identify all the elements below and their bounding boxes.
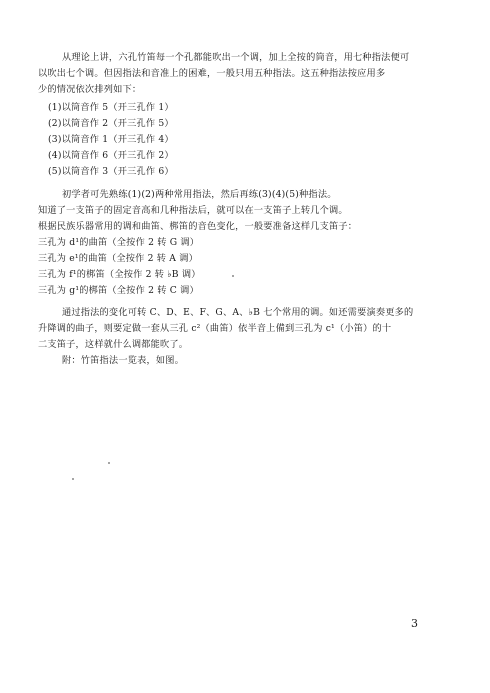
paragraph1-line2: 以吹出七个调。但因指法和音准上的困难，一般只用五种指法。这五种指法按应用多 (38, 68, 386, 79)
flute-item-1: 三孔为 d¹的曲笛（全按作 2 转 G 调） (38, 237, 200, 248)
flute-item-4: 三孔为 g¹的梆笛（全按作 2 转 C 调） (38, 285, 199, 296)
paragraph3-line3: 二支笛子，这样就什么调都能吹了。 (38, 339, 189, 350)
scan-speck (72, 478, 74, 480)
appendix-note: 附：竹笛指法一览表，如图。 (62, 355, 185, 366)
fingering-item-5: (5)以筒音作 3（开三孔作 6） (48, 166, 174, 177)
paragraph3-line1: 通过指法的变化可转 C、D、E、F、G、A、♭B 七个常用的调。如还需要演奏更多的 (62, 307, 414, 318)
fingering-item-2: (2)以筒音作 2（开三孔作 5） (48, 118, 174, 129)
flute-item-3: 三孔为 f¹的梆笛（全按作 2 转 ♭B 调） (38, 269, 201, 280)
fingering-item-1: (1)以筒音作 5（开三孔作 1） (48, 102, 174, 113)
paragraph3-line2: 升降调的曲子，则要定做一套从三孔 c²（曲笛）依半音上備到三孔为 c¹（小笛）的十 (38, 323, 392, 334)
paragraph1-line3: 少的情况依次排列如下： (38, 84, 142, 95)
paragraph2-line2: 知道了一支笛子的固定音高和几种指法后，就可以在一支笛子上转几个调。 (38, 205, 348, 216)
paragraph2-line1: 初学者可先熟练(1)(2)两种常用指法，然后再练(3)(4)(5)种指法。 (62, 189, 337, 200)
fingering-item-3: (3)以筒音作 1（开三孔作 4） (48, 134, 174, 145)
paragraph2-line3: 根据民族乐器常用的调和曲笛、梆笛的音色变化，一般要准备这样几支笛子： (38, 221, 358, 232)
flute-item-2: 三孔为 e¹的曲笛（全按作 2 转 A 调） (38, 253, 199, 264)
scan-speck (232, 275, 234, 277)
fingering-item-4: (4)以筒音作 6（开三孔作 2） (48, 150, 174, 161)
paragraph1-line1: 从理论上讲，六孔竹笛每一个孔都能吹出一个调，加上全按的筒音，用七种指法便可 (62, 52, 410, 63)
page-number: 3 (411, 617, 418, 630)
scan-speck (108, 462, 110, 464)
